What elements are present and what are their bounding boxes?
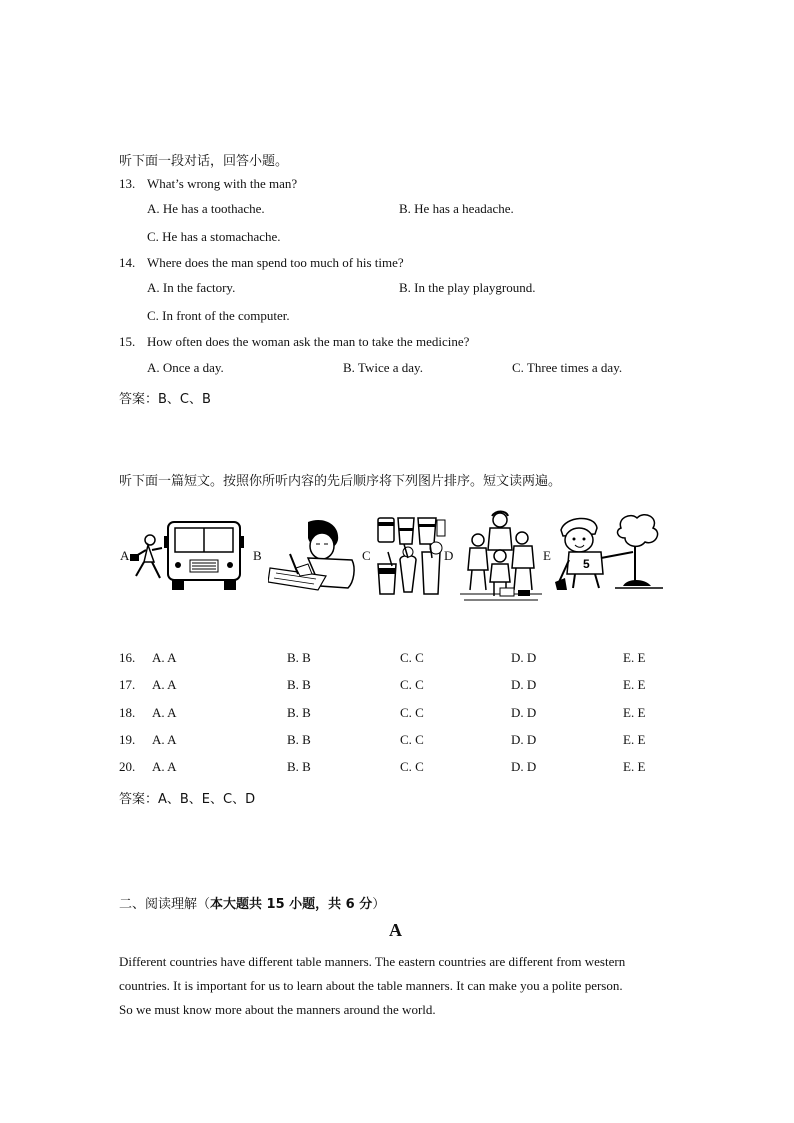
option: C. C — [400, 759, 424, 774]
option: E. E — [623, 759, 646, 774]
picture-crowd — [460, 510, 542, 602]
section-heading-prefix: 二、阅读理解（ — [119, 897, 211, 912]
picture-planting-tree — [555, 512, 665, 592]
question-text: Where does the man spend too much of his time? — [147, 255, 404, 270]
option: D. D — [511, 677, 537, 692]
option: C. In front of the computer. — [147, 308, 290, 323]
option: E. E — [623, 677, 646, 692]
option: A. A — [152, 650, 177, 665]
option: B. He has a headache. — [399, 201, 514, 216]
question-number: 20. — [119, 759, 136, 774]
option: B. B — [287, 650, 311, 665]
passage-title: A — [389, 920, 402, 940]
question-number: 13. — [119, 176, 136, 191]
picture-label: D — [444, 548, 454, 563]
option: E. E — [623, 650, 646, 665]
option: E. E — [623, 732, 646, 747]
section-heading — [119, 893, 385, 912]
svg-text:5: 5 — [583, 557, 590, 571]
option: C. C — [400, 677, 424, 692]
question-number: 15. — [119, 334, 136, 349]
answer-line: 答案：A、B、E、C、D — [119, 792, 256, 807]
option: A. A — [152, 732, 177, 747]
option: D. D — [511, 732, 537, 747]
option: A. A — [152, 759, 177, 774]
instruction-passage: 听下面一篇短文。按照你所听内容的先后顺序将下列图片排序。短文读两遍。 — [119, 474, 562, 489]
question-text: What’s wrong with the man? — [147, 176, 298, 191]
option: B. B — [287, 677, 311, 692]
option: B. Twice a day. — [343, 360, 423, 375]
option: C. He has a stomachache. — [147, 229, 281, 244]
question-text: How often does the woman ask the man to take the medicine? — [147, 334, 470, 349]
option: C. C — [400, 705, 424, 720]
option: B. B — [287, 705, 311, 720]
question-number: 16. — [119, 650, 136, 665]
option: C. Three times a day. — [512, 360, 623, 375]
option: A. A — [152, 705, 177, 720]
question-number: 18. — [119, 705, 136, 720]
picture-label: E — [543, 548, 551, 563]
option: A. Once a day. — [147, 360, 224, 375]
option: D. D — [511, 759, 537, 774]
passage-line: countries. It is important for us to learn about the table manners. It can make you a polite person. — [119, 978, 623, 993]
picture-label: A — [120, 548, 130, 563]
section-heading-bold: 本大题共 15 小题，共 6 分 — [210, 897, 373, 912]
option: C. C — [400, 650, 424, 665]
question-number: 14. — [119, 255, 136, 270]
passage-line: Different countries have different table manners. The eastern countries are different from western — [119, 954, 626, 969]
option: C. C — [400, 732, 424, 747]
option: D. D — [511, 650, 537, 665]
picture-boy-writing — [268, 518, 358, 592]
option: A. In the factory. — [147, 280, 236, 295]
instruction-dialogue: 听下面一段对话，回答小题。 — [119, 154, 289, 169]
picture-drinks — [374, 514, 446, 596]
picture-bus — [130, 518, 248, 592]
option: B. B — [287, 759, 311, 774]
question-number: 19. — [119, 732, 136, 747]
question-number: 17. — [119, 677, 136, 692]
answer-line: 答案：B、C、B — [119, 392, 211, 407]
option: D. D — [511, 705, 537, 720]
option: B. In the play playground. — [399, 280, 536, 295]
passage-line: So we must know more about the manners around the world. — [119, 1002, 436, 1017]
option: E. E — [623, 705, 646, 720]
option: A. He has a toothache. — [147, 201, 265, 216]
section-heading-suffix: ） — [372, 897, 386, 912]
option: B. B — [287, 732, 311, 747]
option: A. A — [152, 677, 177, 692]
picture-label: C — [362, 548, 371, 563]
picture-label: B — [253, 548, 262, 563]
